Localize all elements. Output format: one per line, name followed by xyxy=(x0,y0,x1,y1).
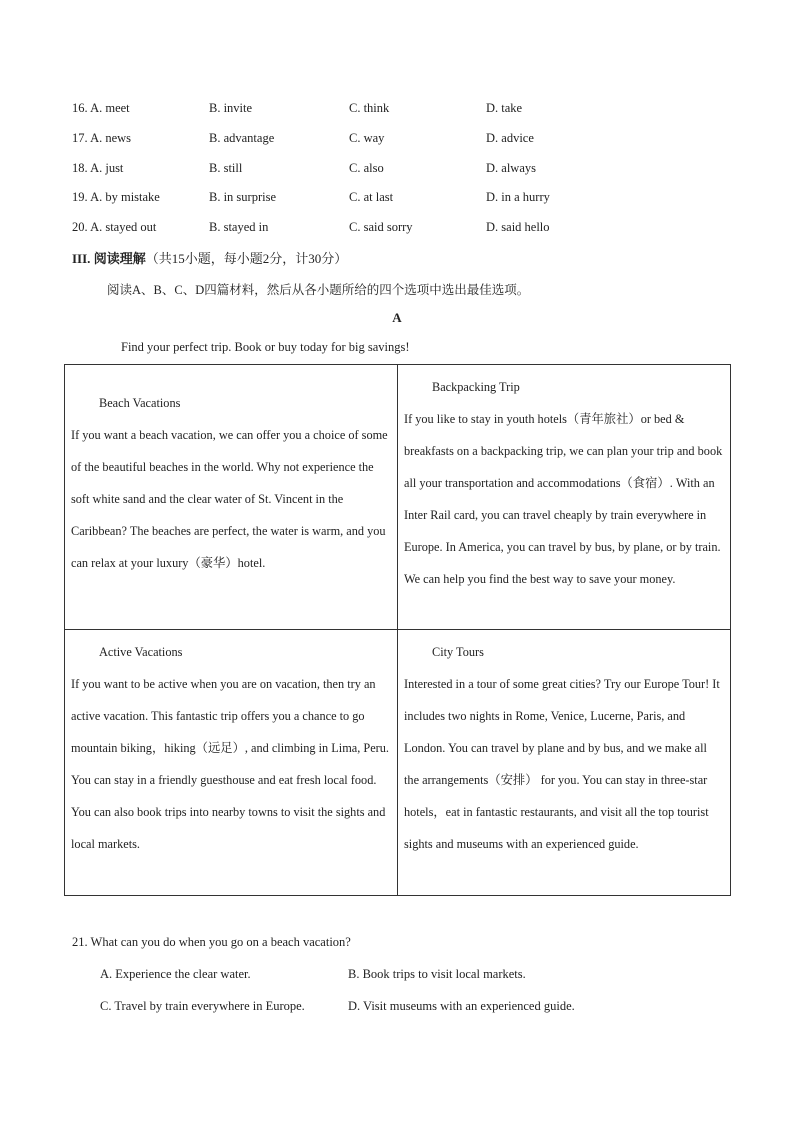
option-b: B. stayed in xyxy=(209,220,269,234)
ad-body: If you like to stay in youth hotels（青年旅社）or bed & breakfasts on a backpacking trip, we can plan your trip and book all your transportation and accommodations（食宿）. With an Inter Rail card, you can travel cheaply by train everywhere in Europe. In America, you can travel by bus, by plane, or by train. We can help you find the best way to save your money. xyxy=(404,412,723,586)
passage-label: A xyxy=(392,310,402,325)
option-b: B. advantage xyxy=(209,131,275,145)
option-b: B. still xyxy=(209,161,243,175)
question-option-b: B. Book trips to visit local markets. xyxy=(348,967,526,981)
ad-title: Active Vacations xyxy=(99,645,183,659)
ads-table xyxy=(64,364,731,896)
option-c: C. think xyxy=(349,101,390,115)
ad-body: Interested in a tour of some great cities? Try our Europe Tour! It includes two nights in Rome, Venice, Lucerne, Paris, and London. You can travel by plane and by bus, and we make all the arrangements（安排） for you. You can stay in three-star hotels，eat in fantastic restaurants, and visit all the top tourist sights and museums with an experienced guide. xyxy=(404,677,720,851)
option-d: D. always xyxy=(486,161,536,175)
section-numeral: III. xyxy=(72,251,91,266)
choice-row-20 xyxy=(72,220,732,240)
section-note: （共15小题，每小题2分，计30分） xyxy=(145,251,348,266)
option-a: 16. A. meet xyxy=(72,101,130,115)
choice-row-17 xyxy=(72,131,732,151)
ad-cell-active xyxy=(65,630,398,896)
ad-title: Backpacking Trip xyxy=(432,380,520,394)
ad-title: Beach Vacations xyxy=(99,396,181,410)
option-a: 19. A. by mistake xyxy=(72,190,160,204)
ad-title: City Tours xyxy=(432,645,484,659)
option-c: C. said sorry xyxy=(349,220,413,234)
ad-cell-city xyxy=(398,630,731,896)
question-option-d: D. Visit museums with an experienced guide. xyxy=(348,999,575,1013)
question-option-c: C. Travel by train everywhere in Europe. xyxy=(100,999,305,1013)
option-a: 20. A. stayed out xyxy=(72,220,157,234)
option-b: B. invite xyxy=(209,101,253,115)
choice-row-16 xyxy=(72,101,732,121)
option-a: 17. A. news xyxy=(72,131,132,145)
section-instruction: 阅读A、B、C、D四篇材料，然后从各小题所给的四个选项中选出最佳选项。 xyxy=(107,283,530,297)
question-21: 21. What can you do when you go on a beach vacation? xyxy=(72,935,351,949)
option-d: D. said hello xyxy=(486,220,550,234)
option-c: C. also xyxy=(349,161,384,175)
question-option-a: A. Experience the clear water. xyxy=(100,967,251,981)
section-heading xyxy=(72,248,347,267)
option-a: 18. A. just xyxy=(72,161,124,175)
ad-body: If you want a beach vacation, we can offer you a choice of some of the beautiful beaches in the world. Why not experience the soft white sand and the clear water of St. Vincent in the Caribbean? The beaches are perfect, the water is warm, and you can relax at your luxury（豪华）hotel. xyxy=(71,428,388,570)
ad-cell-beach xyxy=(65,365,398,630)
option-c: C. way xyxy=(349,131,385,145)
passage-intro: Find your perfect trip. Book or buy today for big savings! xyxy=(121,340,410,354)
ad-cell-backpacking xyxy=(398,365,731,630)
option-b: B. in surprise xyxy=(209,190,277,204)
choice-row-18 xyxy=(72,161,732,181)
option-c: C. at last xyxy=(349,190,394,204)
ad-body: If you want to be active when you are on vacation, then try an active vacation. This fantastic trip offers you a chance to go mountain biking，hiking（远足）, and climbing in Lima, Peru. You can stay in a friendly guesthouse and eat fresh local food. You can also book trips into nearby towns to visit the sights and local markets. xyxy=(71,677,389,851)
choice-row-19 xyxy=(72,190,732,210)
option-d: D. advice xyxy=(486,131,534,145)
option-d: D. in a hurry xyxy=(486,190,550,204)
section-title: 阅读理解 xyxy=(93,251,146,266)
option-d: D. take xyxy=(486,101,523,115)
